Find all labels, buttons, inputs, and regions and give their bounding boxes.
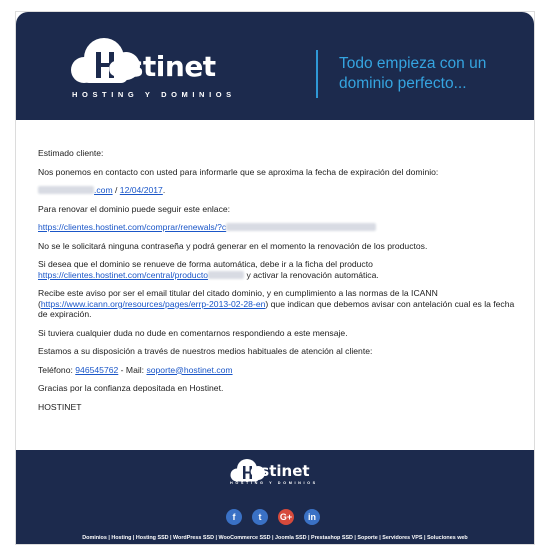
header-divider (316, 50, 318, 98)
logo-tagline: HOSTING Y DOMINIOS (72, 90, 236, 99)
domain-link[interactable]: .com (94, 185, 113, 195)
redacted-product-id (208, 271, 244, 279)
auto-renew-text: Si desea que el dominio se renueve de forma automática, debe ir a la ficha del producto https://clientes.hostinet.com/central/producto y activar la renovación automática. (38, 259, 379, 280)
linkedin-icon[interactable]: in (304, 509, 320, 525)
footer-logo[interactable] (228, 458, 338, 490)
email-body (38, 148, 516, 420)
facebook-icon[interactable]: f (226, 509, 242, 525)
greeting: Estimado cliente: (38, 148, 104, 158)
expiry-date-link[interactable]: 12/04/2017 (119, 185, 163, 195)
footer-logo-tagline: HOSTING Y DOMINIOS (230, 481, 318, 485)
thanks-text: Gracias por la confianza depositada en Hostinet. (38, 383, 224, 393)
twitter-icon[interactable]: t (252, 509, 268, 525)
questions-text: Si tuviera cualquier duda no dude en comentarnos respondiendo a este mensaje. (38, 327, 348, 338)
hostinet-logo[interactable] (66, 36, 256, 116)
renew-link[interactable]: https://clientes.hostinet.com/comprar/renewals/?c (38, 222, 227, 232)
phone-link[interactable]: 946545762 (75, 364, 119, 375)
footer-logo-wordmark: ostinet (250, 462, 310, 480)
renew-intro: Para renovar el dominio puede seguir este enlace: (38, 203, 231, 214)
footer-links[interactable]: Dominios | Hosting | Hosting SSD | WordPress SSD | WooCommerce SSD | Joomla SSD | Prestashop SSD | Soporte | Servidores VPS | Soluciones web (82, 535, 468, 541)
icann-notice: Recibe este aviso por ser el email titular del citado dominio, y en cumplimiento a las normas de la ICANN (https://www.icann.org/resources/pages/errp-2013-02-28-en) que indican que debemos avisar con antelación cual es la fecha de expiración. (38, 288, 515, 319)
google-plus-icon[interactable]: G+ (278, 509, 294, 525)
email-link[interactable]: soporte@hostinet.com (146, 364, 233, 375)
support-intro: Estamos a su disposición a través de nuestros medios habituales de atención al cliente: (38, 346, 373, 356)
domain-line: .com / 12/04/2017. (38, 185, 516, 196)
logo-wordmark: ostinet (108, 50, 216, 83)
contact-line: Teléfono: 946545762 - Mail: soporte@hostinet.com (38, 364, 233, 375)
renew-line (38, 222, 516, 233)
email-footer (16, 450, 534, 544)
intro-text: Nos ponemos en contacto con usted para informarle que se aproxima la fecha de expiración del dominio: (38, 166, 439, 177)
icann-link[interactable]: https://www.icann.org/resources/pages/errp-2013-02-28-en (40, 298, 266, 309)
social-links (226, 509, 320, 525)
email-header (16, 12, 534, 120)
product-link[interactable]: https://clientes.hostinet.com/central/producto (38, 269, 209, 280)
no-password-text: No se le solicitará ninguna contraseña y podrá generar en el momento la renovación de los productos. (38, 240, 428, 251)
redacted-domain (38, 186, 94, 194)
signature: HOSTINET (38, 401, 82, 412)
redacted-token (226, 223, 376, 231)
email-card (16, 12, 534, 544)
header-tagline: Todo empieza con un dominio perfecto... (339, 55, 487, 92)
